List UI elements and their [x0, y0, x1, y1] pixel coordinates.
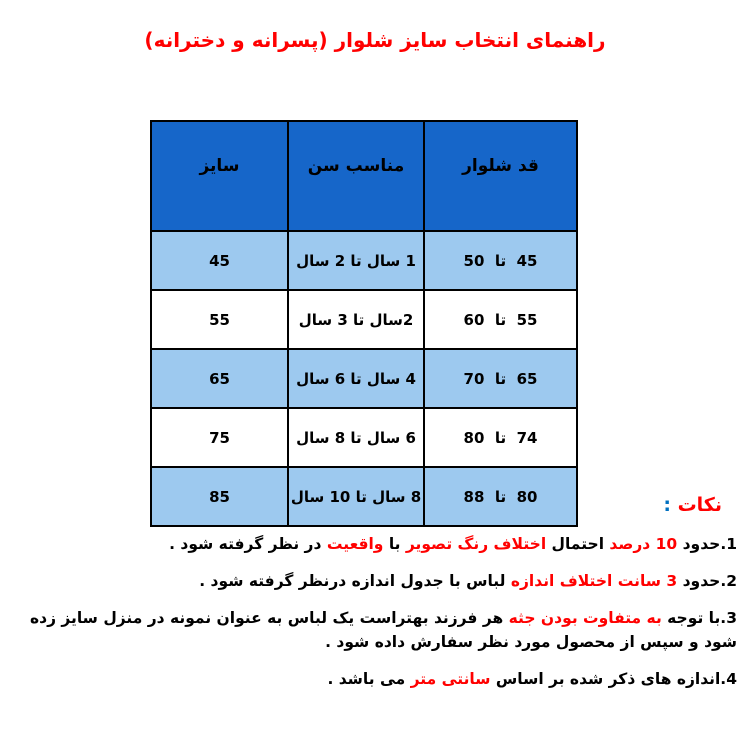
size-table-body [151, 231, 577, 526]
note-text: با [383, 535, 406, 553]
pants-length-cell: 80 تا 88 [424, 467, 577, 526]
header-pants-length: قد شلوار [424, 121, 577, 231]
suitable-age-cell: 4 سال تا 6 سال [288, 349, 424, 408]
note-text: 4.اندازه های ذکر شده بر اساس [490, 670, 737, 688]
table-row [151, 349, 577, 408]
notes-heading-colon: : [663, 494, 671, 516]
notes-heading [28, 494, 722, 516]
size-cell: 85 [151, 467, 288, 526]
suitable-age-cell: 2سال تا 3 سال [288, 290, 424, 349]
pants-length-cell: 45 تا 50 [424, 231, 577, 290]
note-highlight-text: اختلاف رنگ تصویر [405, 535, 547, 553]
note-item [28, 606, 737, 654]
header-size: سایز [151, 121, 288, 231]
note-text: می باشد . [327, 670, 411, 688]
note-item [28, 667, 737, 691]
note-text: 3.با توجه [661, 609, 737, 627]
note-text: لباس با جدول اندازه درنظر گرفته شود . [199, 572, 511, 590]
note-highlight-text: سانتی متر [410, 670, 491, 688]
pants-length-cell: 74 تا 80 [424, 408, 577, 467]
note-item [28, 569, 737, 593]
size-cell: 75 [151, 408, 288, 467]
note-text: احتمال [546, 535, 610, 553]
table-row [151, 231, 577, 290]
note-text: 1.حدود [677, 535, 737, 553]
header-suitable-age: مناسب سن [288, 121, 424, 231]
size-cell: 65 [151, 349, 288, 408]
suitable-age-cell: 6 سال تا 8 سال [288, 408, 424, 467]
size-cell: 45 [151, 231, 288, 290]
note-text: 2.حدود [677, 572, 737, 590]
notes-list [28, 532, 737, 691]
notes-heading-text: نکات [670, 494, 722, 516]
note-text: هر فرزند بهتراست یک لباس به عنوان نمونه در منزل سایز زده شود و سپس از محصول مورد نظر سفارش داده شود . [29, 609, 737, 651]
note-highlight-text: واقعیت [326, 535, 384, 553]
note-highlight-text: 3 سانت اختلاف اندازه [510, 572, 678, 590]
note-highlight-text: به متفاوت بودن جثه [508, 609, 662, 627]
table-row [151, 290, 577, 349]
table-header-row [151, 121, 577, 231]
note-item [28, 532, 737, 556]
size-cell: 55 [151, 290, 288, 349]
page-title: راهنمای انتخاب سایز شلوار (پسرانه و دخترانه) [144, 28, 606, 52]
pants-length-cell: 65 تا 70 [424, 349, 577, 408]
size-guide-table [150, 120, 578, 527]
pants-length-cell: 55 تا 60 [424, 290, 577, 349]
suitable-age-cell: 1 سال تا 2 سال [288, 231, 424, 290]
size-guide-table-wrap [152, 120, 578, 527]
table-row [151, 408, 577, 467]
note-highlight-text: 10 درصد [609, 535, 678, 553]
suitable-age-cell: 8 سال تا 10 سال [288, 467, 424, 526]
notes-section [28, 494, 737, 704]
note-text: در نظر گرفته شود . [169, 535, 327, 553]
